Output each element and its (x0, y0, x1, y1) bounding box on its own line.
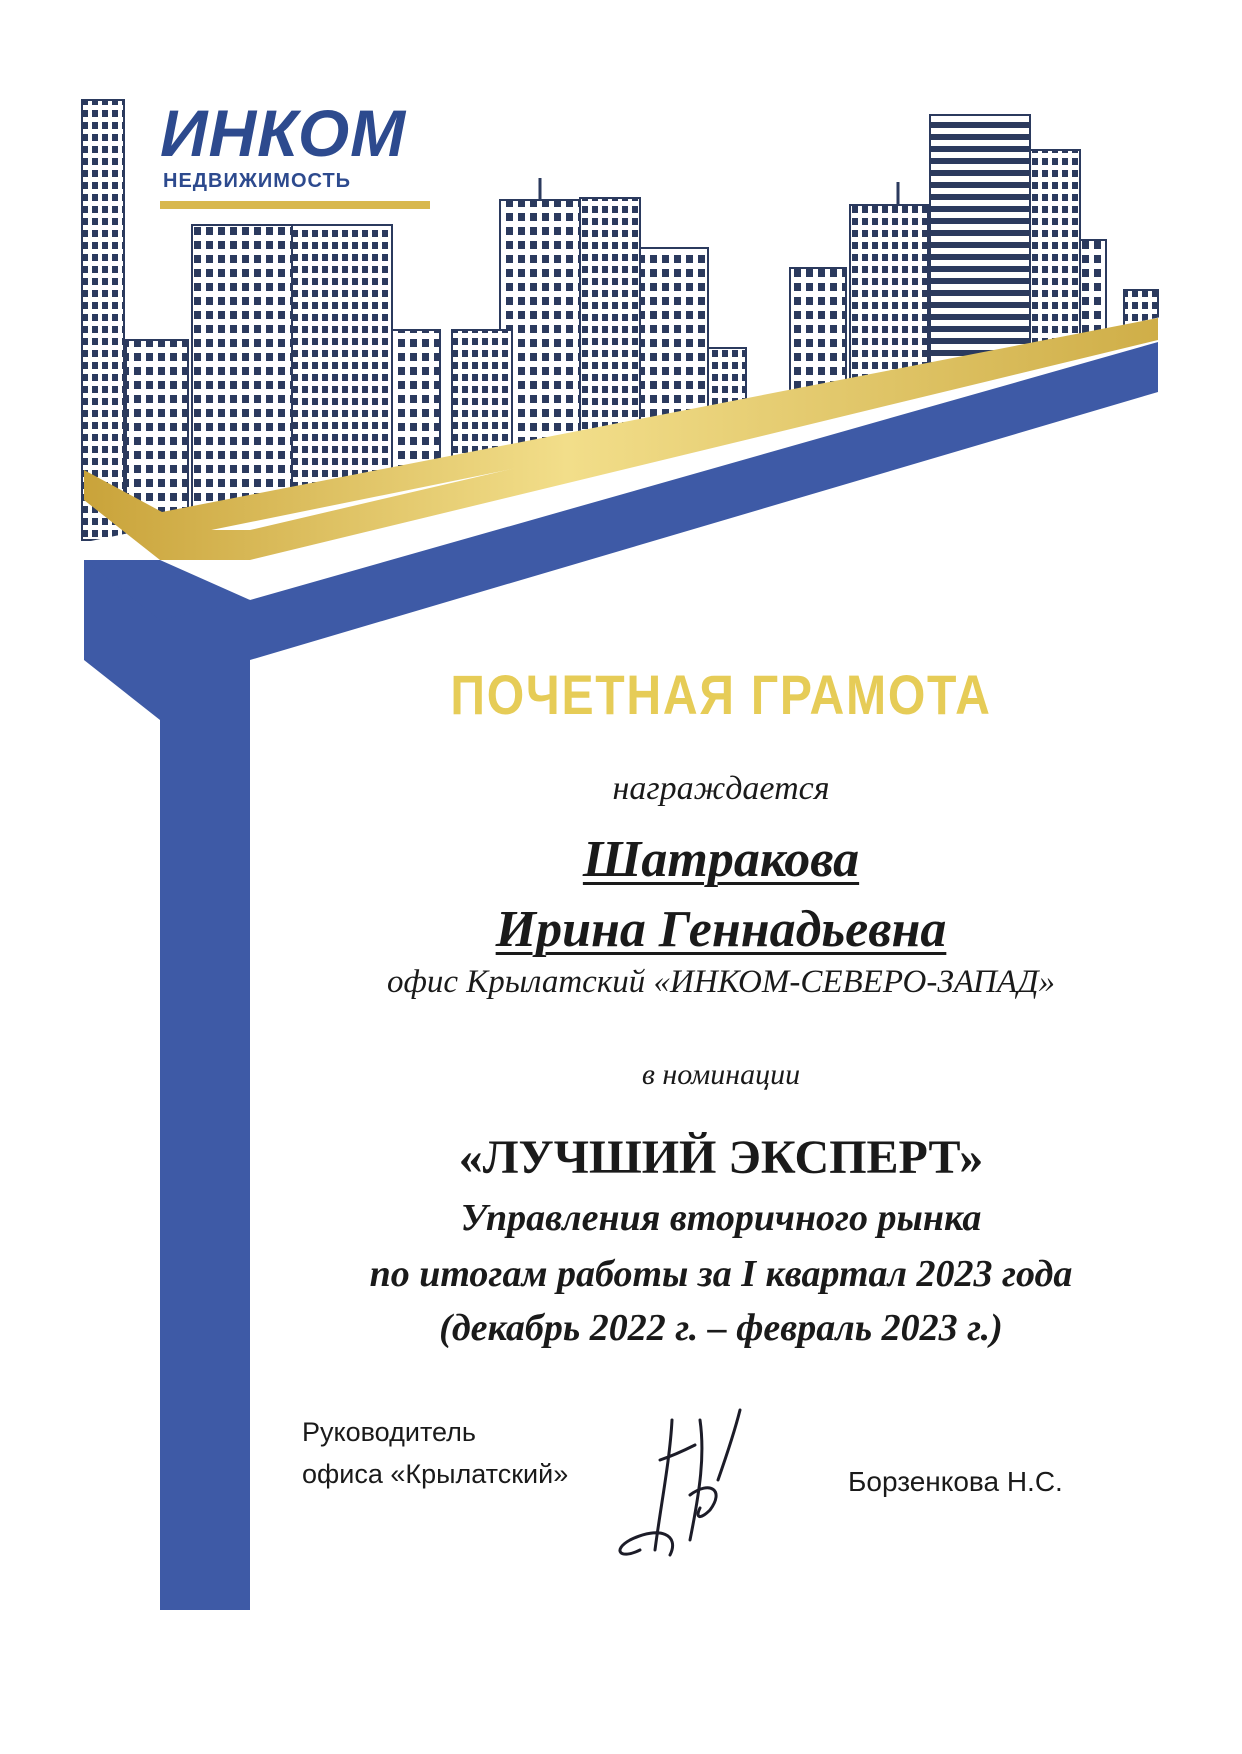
recipient-office: офис Крылатский «ИНКОМ-СЕВЕРО-ЗАПАД» (386, 964, 1056, 1000)
nomination-intro: в номинации (641, 1058, 801, 1091)
logo-subtitle: НЕДВИЖИМОСТЬ (163, 170, 352, 192)
nomination-detail-3: (декабрь 2022 г. – февраль 2023 г.) (439, 1307, 1003, 1349)
recipient-surname (200, 830, 1242, 889)
nomination-detail-2: по итогам работы за I квартал 2023 года (369, 1253, 1073, 1295)
certificate-title: ПОЧЕТНАЯ ГРАМОТА (450, 663, 992, 726)
signatory-role-line-1: Руководитель (302, 1417, 476, 1447)
logo-underline (160, 201, 430, 209)
signatory-name: Борзенкова Н.С. (848, 1466, 1063, 1497)
signature-scribble (600, 1400, 790, 1570)
recipient-surname-text: Шатракова (582, 831, 860, 888)
awarded-label: награждается (612, 770, 830, 807)
logo-wordmark: ИНКОМ (160, 96, 407, 170)
recipient-given-names-text: Ирина Геннадьевна (495, 901, 947, 958)
nomination-title: «ЛУЧШИЙ ЭКСПЕРТ» (458, 1131, 984, 1184)
recipient-given-names (200, 900, 1242, 959)
signatory-role (302, 1412, 568, 1496)
signatory-role-line-2: офиса «Крылатский» (302, 1458, 569, 1489)
company-logo (160, 96, 435, 209)
nomination-detail-1: Управления вторичного рынка (460, 1197, 982, 1239)
